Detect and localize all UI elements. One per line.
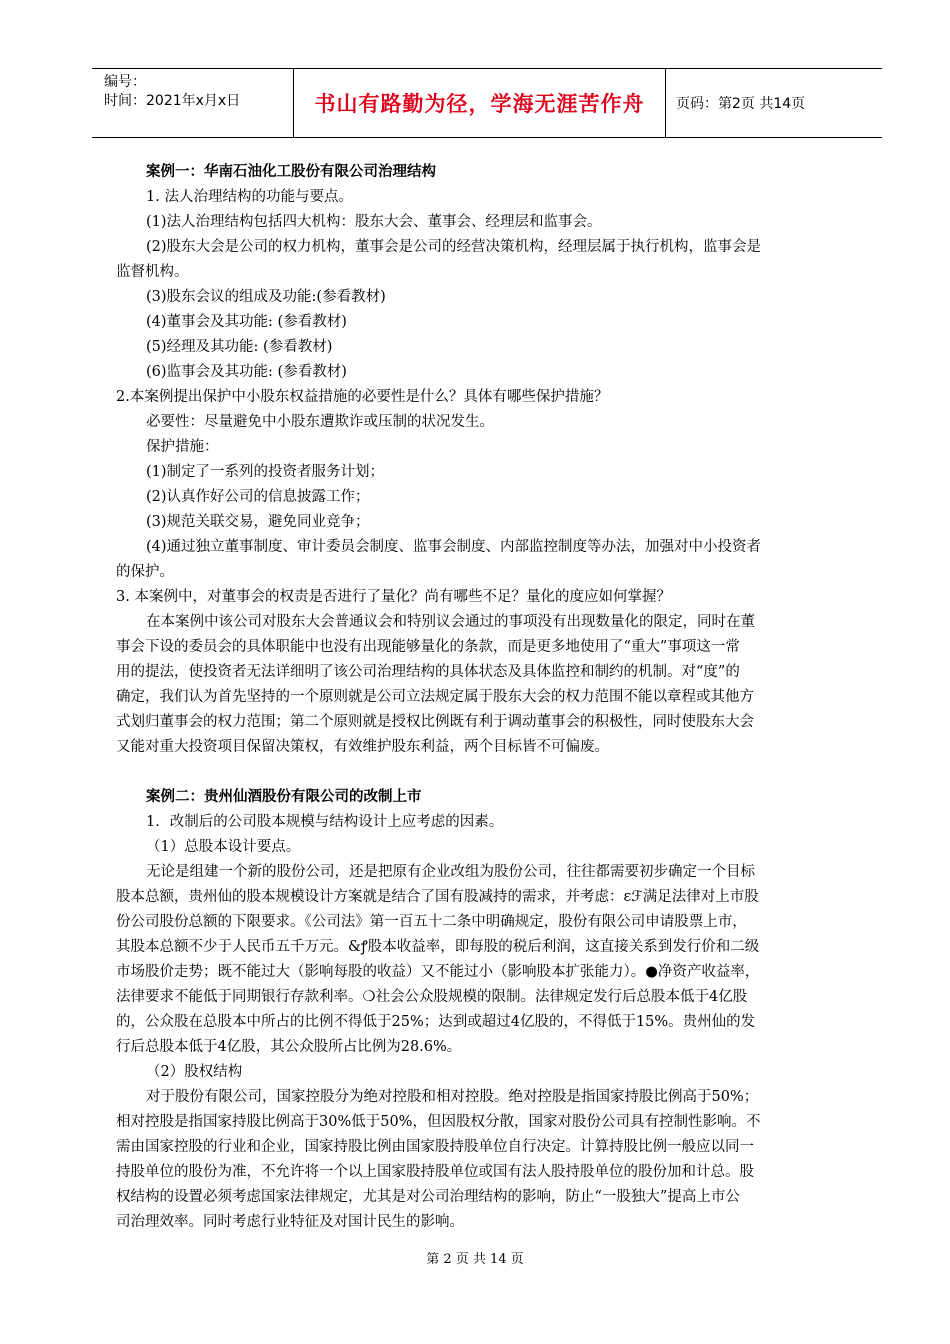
case2-paragraph: 对于股份有限公司，国家控股分为绝对控股和相对控股。绝对控股是指国家持股比例高于50%； bbox=[146, 1089, 759, 1105]
case1-item: (2)认真作好公司的信息披露工作； bbox=[146, 489, 370, 505]
case1-paragraph: 用的提法，使投资者无法详细明了该公司治理结构的具体状态及具体监控和制约的机制。对“度”的 bbox=[116, 664, 740, 680]
header-motto: 书山有路勤为径，学海无涯苦作舟 bbox=[314, 92, 645, 116]
case2-paragraph: 司治理效率。同时考虑行业特征及对国计民生的影响。 bbox=[116, 1214, 464, 1230]
case1-paragraph: 又能对重大投资项目保留决策权，有效维护股东利益，两个目标皆不可偏废。 bbox=[116, 739, 609, 755]
case2-paragraph: 的，公众股在总股本中所占的比例不得低于25%；达到或超过4亿股的，不得低于15%。贵州仙的发 bbox=[116, 1014, 756, 1030]
case1-q1: 1. 法人治理结构的功能与要点。 bbox=[146, 189, 353, 205]
case2-paragraph: 持股单位的股份为准，不允许将一个以上国家股持股单位或国有法人股持股单位的股份加和计总。股 bbox=[116, 1164, 754, 1180]
case1-q2: 2.本案例提出保护中小股东权益措施的必要性是什么？具体有哪些保护措施？ bbox=[116, 389, 609, 405]
case1-title: 案例一：华南石油化工股份有限公司治理结构 bbox=[146, 164, 436, 180]
case2-paragraph: 行后总股本低于4亿股，其公众股所占比例为28.6%。 bbox=[116, 1039, 462, 1055]
case2-paragraph: 无论是组建一个新的股份公司，还是把原有企业改组为股份公司，往往都需要初步确定一个目标 bbox=[146, 864, 755, 880]
case2-paragraph: 其股本总额不少于人民币五千万元。&ꝭ股本收益率，即每股的税后利润，这直接关系到发行价和二级 bbox=[116, 939, 760, 955]
case2-paragraph: 份公司股份总额的下限要求。《公司法》第一百五十二条中明确规定，股份有限公司申请股票上市， bbox=[116, 914, 747, 930]
case1-item: (3)规范关联交易，避免同业竞争； bbox=[146, 514, 370, 530]
case2-q1: 1．改制后的公司股本规模与结构设计上应考虑的因素。 bbox=[146, 814, 504, 830]
case2-subheading: （2）股权结构 bbox=[146, 1064, 243, 1080]
case1-item: (2)股东大会是公司的权力机构，董事会是公司的经营决策机构，经理层属于执行机构，监事会是 bbox=[146, 239, 762, 255]
case2-paragraph: 权结构的设置必须考虑国家法律规定，尤其是对公司治理结构的影响，防止“一股独大”提高上市公 bbox=[116, 1189, 740, 1205]
header-meta bbox=[92, 69, 294, 137]
case2-paragraph: 需由国家控股的行业和企业，国家持股比例由国家股持股单位自行决定。计算持股比例一般应以同一 bbox=[116, 1139, 754, 1155]
case1-item: (5)经理及其功能: (参看教材) bbox=[146, 339, 333, 355]
section-gap bbox=[116, 760, 860, 785]
document-body bbox=[116, 160, 860, 1235]
case1-item: 保护措施： bbox=[146, 439, 219, 455]
case1-item: (4)董事会及其功能: (参看教材) bbox=[146, 314, 347, 330]
number-label: 编号： bbox=[104, 74, 146, 90]
case2-title: 案例二：贵州仙酒股份有限公司的改制上市 bbox=[146, 789, 422, 805]
case1-item: (6)监事会及其功能: (参看教材) bbox=[146, 364, 347, 380]
case2-subheading: （1）总股本设计要点。 bbox=[146, 839, 301, 855]
case1-paragraph: 确定，我们认为首先坚持的一个原则就是公司立法规定属于股东大会的权力范围不能以章程或其他方 bbox=[116, 689, 754, 705]
case1-item: 必要性：尽量避免中小股东遭欺诈或压制的状况发生。 bbox=[146, 414, 494, 430]
case2-paragraph: 市场股价走势；既不能过大（影响每股的收益）又不能过小（影响股本扩张能力）。●净资产收益率， bbox=[116, 964, 760, 980]
case1-paragraph: 在本案例中该公司对股东大会普通议会和特别议会通过的事项没有出现数量化的限定，同时在董 bbox=[146, 614, 755, 630]
page-footer: 第 2 页 共 14 页 bbox=[426, 1252, 524, 1267]
case2-paragraph: 法律要求不能低于同期银行存款利率。❍社会公众股规模的限制。法律规定发行后总股本低于4亿股 bbox=[116, 989, 748, 1005]
case1-q3: 3. 本案例中，对董事会的权责是否进行了量化？尚有哪些不足？量化的度应如何掌握？ bbox=[116, 589, 671, 605]
header-motto-cell bbox=[294, 69, 666, 137]
case1-item-cont: 的保护。 bbox=[116, 564, 174, 580]
case2-paragraph: 相对控股是指国家持股比例高于30%低于50%，但因股权分散，国家对股份公司具有控制性影响。不 bbox=[116, 1114, 761, 1130]
case1-item: (1)制定了一系列的投资者服务计划； bbox=[146, 464, 385, 480]
time-label: 时间：2021年x月x日 bbox=[104, 93, 241, 109]
case1-item: (3)股东会议的组成及功能:(参看教材) bbox=[146, 289, 386, 305]
case1-item: (4)通过独立董事制度、审计委员会制度、监事会制度、内部监控制度等办法，加强对中小投资者 bbox=[146, 539, 762, 555]
page-header bbox=[92, 68, 882, 138]
case2-paragraph: 股本总额，贵州仙的股本规模设计方案就是结合了国有股减持的需求，并考虑：ԑℱ满足法律对上市股 bbox=[116, 889, 759, 905]
case1-item: (1)法人治理结构包括四大机构：股东大会、董事会、经理层和监事会。 bbox=[146, 214, 602, 230]
case1-paragraph: 事会下设的委员会的具体职能中也没有出现能够量化的条款，而是更多地使用了“重大”事项这一常 bbox=[116, 639, 740, 655]
case1-paragraph: 式划归董事会的权力范围；第二个原则就是授权比例既有利于调动董事会的积极性，同时使股东大会 bbox=[116, 714, 754, 730]
case1-item-cont: 监督机构。 bbox=[116, 264, 189, 280]
header-page-info: 页码：第2页 共14页 bbox=[676, 96, 806, 112]
